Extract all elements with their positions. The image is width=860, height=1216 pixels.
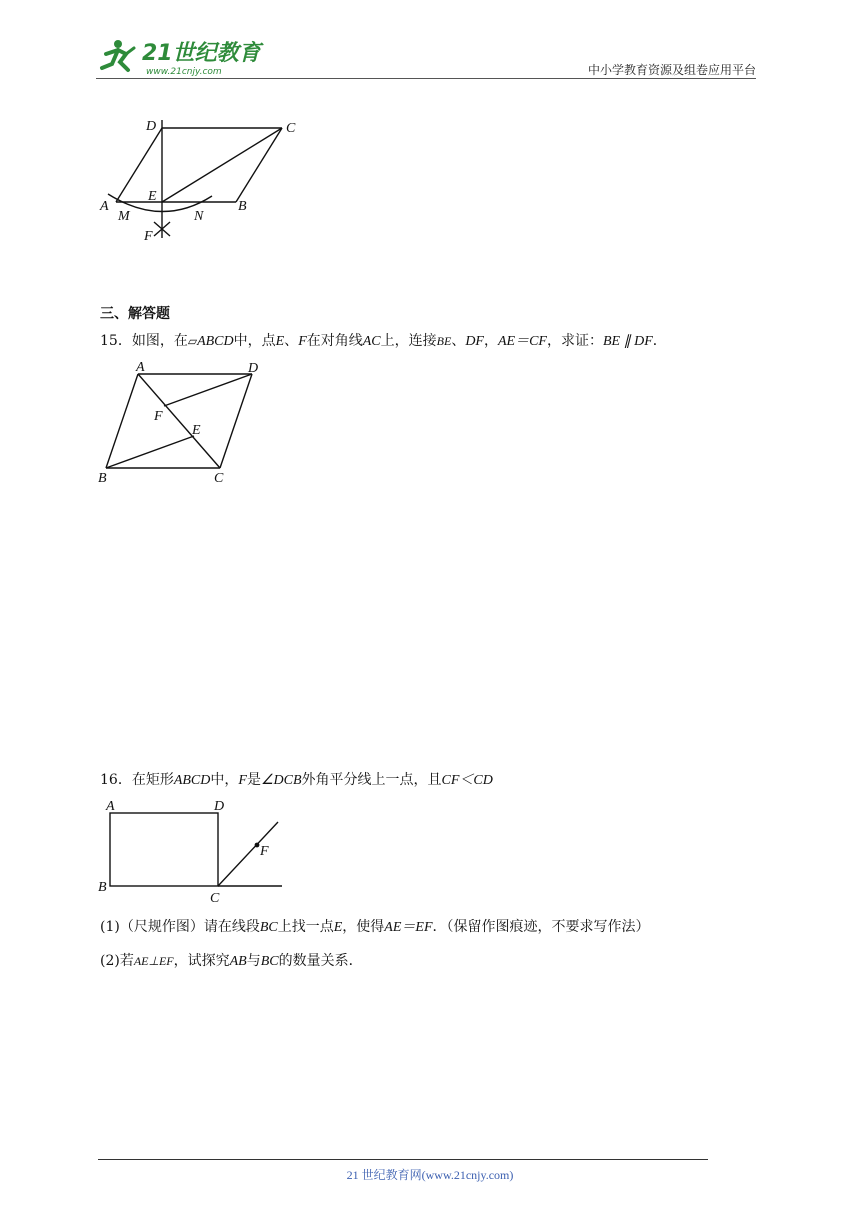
- q15-AC: AC: [362, 334, 381, 349]
- figure-16: [96, 796, 296, 906]
- fig14-label-M: M: [118, 209, 130, 224]
- fig15-label-E: E: [192, 423, 201, 438]
- q16-2-t1: 若: [119, 953, 134, 969]
- q16-1-BC: BC: [259, 920, 278, 935]
- q16-1-condition: AE＝EF: [384, 920, 433, 935]
- fig15-label-B: B: [98, 471, 107, 486]
- q16-t2: 中，: [210, 772, 239, 788]
- q16-condition: CF＜CD: [441, 773, 493, 788]
- q16-2-t3: 与: [246, 953, 261, 969]
- q15-t9: ．: [652, 333, 667, 349]
- q15-t8: ，求证：: [546, 333, 603, 349]
- q15-DF: DF: [465, 334, 484, 349]
- question-16-text: [100, 770, 493, 791]
- logo-url: www.21cnjy.com: [146, 67, 222, 77]
- fig14-label-E: E: [148, 189, 157, 204]
- q15-goal: BE ∥ DF: [602, 334, 653, 349]
- q16-F: F: [238, 773, 247, 788]
- fig14-label-B: B: [238, 199, 247, 214]
- section-title: 三、解答题: [100, 306, 170, 322]
- q16-1-prefix: (1): [100, 919, 120, 935]
- q16-2-condition: AE⊥EF: [133, 954, 174, 968]
- q15-parallelogram-symbol: ▱: [187, 334, 198, 348]
- runner-icon: [102, 40, 134, 70]
- header-platform-text: 中小学教育资源及组卷应用平台: [587, 63, 756, 77]
- fig14-label-D: D: [146, 119, 157, 134]
- q15-t7: ，: [483, 333, 498, 349]
- figure-14: [96, 110, 316, 250]
- fig15-label-C: C: [214, 471, 224, 486]
- q16-angle: ∠DCB: [260, 773, 302, 788]
- q15-BE: BE: [436, 334, 452, 348]
- figure-15: [96, 358, 276, 488]
- q15-t1: 如图，在: [131, 333, 188, 349]
- fig14-label-A: A: [100, 199, 109, 214]
- q16-t1: 在矩形: [131, 772, 174, 788]
- q15-t2: 中，点: [233, 333, 276, 349]
- question-16-part-1: [100, 917, 650, 938]
- fig14-label-N: N: [194, 209, 204, 224]
- q15-t6: 、: [451, 333, 466, 349]
- fig16-label-A: A: [106, 799, 115, 814]
- q15-t5: 上，连接: [380, 333, 437, 349]
- header-divider: [96, 78, 756, 79]
- footer-link[interactable]: 21 世纪教育网(www.21cnjy.com): [346, 1168, 514, 1182]
- question-15-text: [100, 331, 667, 352]
- q16-t3: 是: [246, 772, 261, 788]
- q16-1-t4: ．（保留作图痕迹，不要求写作法）: [432, 919, 650, 935]
- fig16-label-D: D: [214, 799, 225, 814]
- fig16-label-F: F: [260, 844, 269, 859]
- footer-divider: [98, 1159, 708, 1160]
- logo-title: 21世纪教育: [142, 41, 261, 66]
- fig15-label-D: D: [248, 361, 259, 376]
- q15-abcd: ABCD: [197, 334, 234, 349]
- fig15-label-F: F: [154, 409, 163, 424]
- q16-2-t2: ，试探究: [173, 953, 230, 969]
- site-logo: [96, 34, 266, 78]
- q16-1-t2: 上找一点: [277, 919, 334, 935]
- fig15-label-A: A: [136, 360, 145, 375]
- fig14-label-F: F: [144, 229, 153, 244]
- q16-2-t4: 的数量关系．: [278, 953, 363, 969]
- fig16-label-C: C: [210, 891, 220, 906]
- q16-2-prefix: (2): [100, 953, 120, 969]
- q15-condition: AE＝CF: [497, 334, 547, 349]
- question-16-part-2: [100, 951, 363, 972]
- q16-number: 16．: [100, 772, 132, 788]
- q16-2-AB: AB: [229, 954, 247, 969]
- q15-t4: 在对角线: [306, 333, 363, 349]
- fig16-label-B: B: [98, 880, 107, 895]
- q15-t3: 、: [284, 333, 299, 349]
- q15-F: F: [298, 334, 307, 349]
- q16-2-BC: BC: [260, 954, 279, 969]
- q16-1-t3: ，使得: [342, 919, 385, 935]
- q15-E: E: [275, 334, 285, 349]
- q16-abcd: ABCD: [173, 773, 211, 788]
- q15-number: 15．: [100, 333, 132, 349]
- fig14-label-C: C: [286, 121, 296, 136]
- q16-t4: 外角平分线上一点，且: [301, 772, 442, 788]
- q16-1-t1: （尺规作图）请在线段: [119, 919, 260, 935]
- q16-1-E: E: [333, 920, 343, 935]
